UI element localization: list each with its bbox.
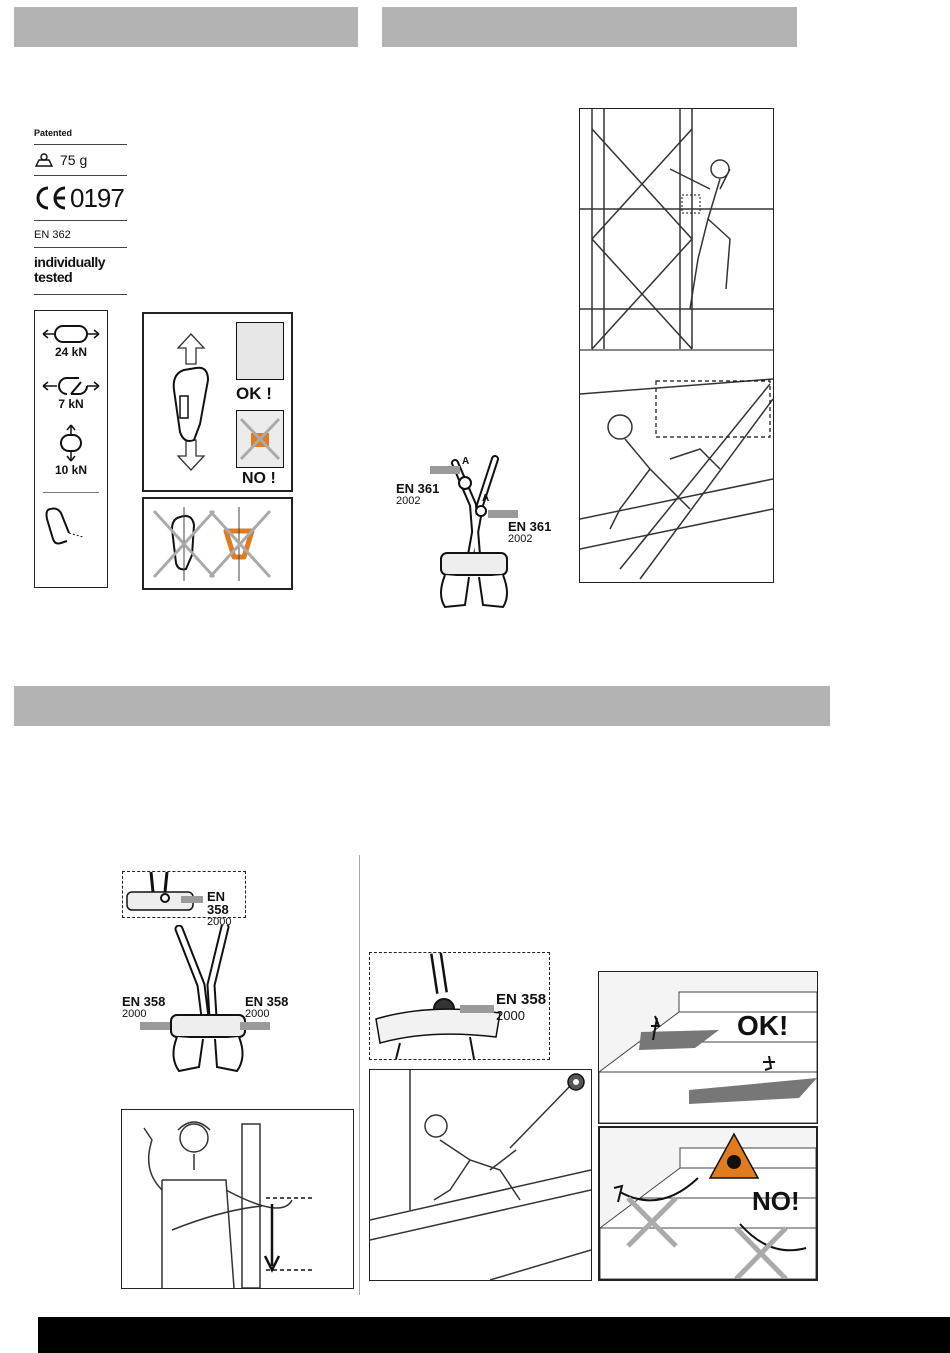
en358-detail-label bbox=[496, 991, 546, 1023]
scale-icon bbox=[34, 152, 54, 168]
arrow-en361-left bbox=[430, 466, 460, 474]
ce-row bbox=[34, 176, 127, 221]
positioning-detail-box bbox=[122, 871, 246, 928]
lanyard-detail-arrow bbox=[460, 1005, 494, 1013]
edge-work-drawing bbox=[370, 1070, 591, 1280]
tower-climb-drawing bbox=[580, 109, 773, 582]
lanyard-detail-box bbox=[369, 952, 550, 1060]
arrow-en358-right bbox=[240, 1022, 270, 1030]
spec-list bbox=[34, 126, 127, 295]
en358-detail-title: EN 358 bbox=[496, 991, 547, 1008]
stairs-no-illustration bbox=[598, 1126, 818, 1281]
gate-open-value: 7 kN bbox=[58, 397, 84, 411]
weight-row bbox=[34, 145, 127, 176]
en361-left-year: 2002 bbox=[396, 495, 421, 507]
carabiner-load-diagram bbox=[156, 332, 226, 472]
stairs-no-label: NO! bbox=[752, 1186, 800, 1216]
en358-left-label bbox=[122, 995, 165, 1020]
standard-label: EN 362 bbox=[34, 221, 127, 248]
major-axis-value: 24 kN bbox=[54, 345, 88, 359]
tower-climb-illustration bbox=[579, 108, 774, 583]
en358-detail-year: 2000 bbox=[496, 1008, 525, 1023]
pole-positioning-illustration bbox=[121, 1109, 354, 1289]
edge-work-illustration bbox=[369, 1069, 592, 1281]
strength-gate-open bbox=[35, 375, 107, 411]
positioning-detail-arrow bbox=[181, 896, 203, 903]
en361-right-label bbox=[508, 520, 551, 545]
patented-label: Patented bbox=[34, 126, 127, 145]
arrow-en361-right bbox=[488, 510, 518, 518]
en361-left-label bbox=[396, 482, 439, 507]
tested-label bbox=[34, 248, 127, 295]
locking-panel bbox=[142, 312, 293, 492]
no-lock-cross-icon bbox=[237, 411, 283, 467]
ce-number: 0197 bbox=[70, 182, 124, 213]
minor-axis-icon bbox=[51, 423, 91, 463]
strength-divider bbox=[43, 492, 99, 493]
en358-right-title: EN 358 bbox=[245, 994, 289, 1009]
tested-line-1: individually bbox=[34, 254, 106, 270]
arrow-en358-left bbox=[140, 1022, 170, 1030]
stairs-ok-drawing bbox=[599, 972, 817, 1123]
no-lock-image bbox=[236, 410, 284, 468]
section-bar-middle bbox=[14, 686, 830, 726]
ok-lock-label: OK ! bbox=[236, 384, 272, 403]
cross-load-panel bbox=[142, 497, 293, 590]
attach-point-a2: A bbox=[482, 493, 490, 504]
ce-mark-icon bbox=[34, 185, 68, 211]
column-divider bbox=[359, 855, 360, 1295]
weight-value: 75 g bbox=[60, 152, 88, 168]
pole-positioning-drawing bbox=[122, 1110, 353, 1288]
en358-top-title: EN 358 bbox=[207, 889, 229, 917]
footer-bar bbox=[38, 1317, 950, 1353]
cross-load-diagram bbox=[144, 499, 291, 588]
tested-line-2: tested bbox=[34, 269, 73, 285]
full-harness-illustration bbox=[165, 925, 255, 1075]
no-lock-label: NO ! bbox=[242, 470, 276, 487]
attach-point-a1: A bbox=[462, 456, 470, 467]
major-axis-icon bbox=[41, 323, 101, 345]
en358-right-year: 2000 bbox=[245, 1008, 270, 1020]
en361-right-year: 2002 bbox=[508, 533, 533, 545]
en358-top-label bbox=[207, 890, 245, 928]
en358-top-year: 2000 bbox=[207, 916, 232, 928]
strength-minor bbox=[35, 423, 107, 477]
ok-lock-image bbox=[236, 322, 284, 380]
en358-right-label bbox=[245, 995, 288, 1020]
en361-right-title: EN 361 bbox=[508, 519, 552, 534]
strength-major bbox=[35, 323, 107, 359]
gate-open-icon bbox=[41, 375, 101, 397]
carabiner-gate-icon bbox=[43, 505, 93, 549]
header-bar-left bbox=[14, 7, 358, 47]
en358-left-year: 2000 bbox=[122, 1008, 147, 1020]
stairs-ok-label: OK! bbox=[737, 1010, 789, 1041]
header-bar-right bbox=[382, 7, 797, 47]
en361-left-title: EN 361 bbox=[396, 481, 440, 496]
minor-axis-value: 10 kN bbox=[54, 463, 88, 477]
en358-left-title: EN 358 bbox=[122, 994, 166, 1009]
strength-panel bbox=[34, 310, 108, 588]
stairs-ok-illustration bbox=[598, 971, 818, 1124]
